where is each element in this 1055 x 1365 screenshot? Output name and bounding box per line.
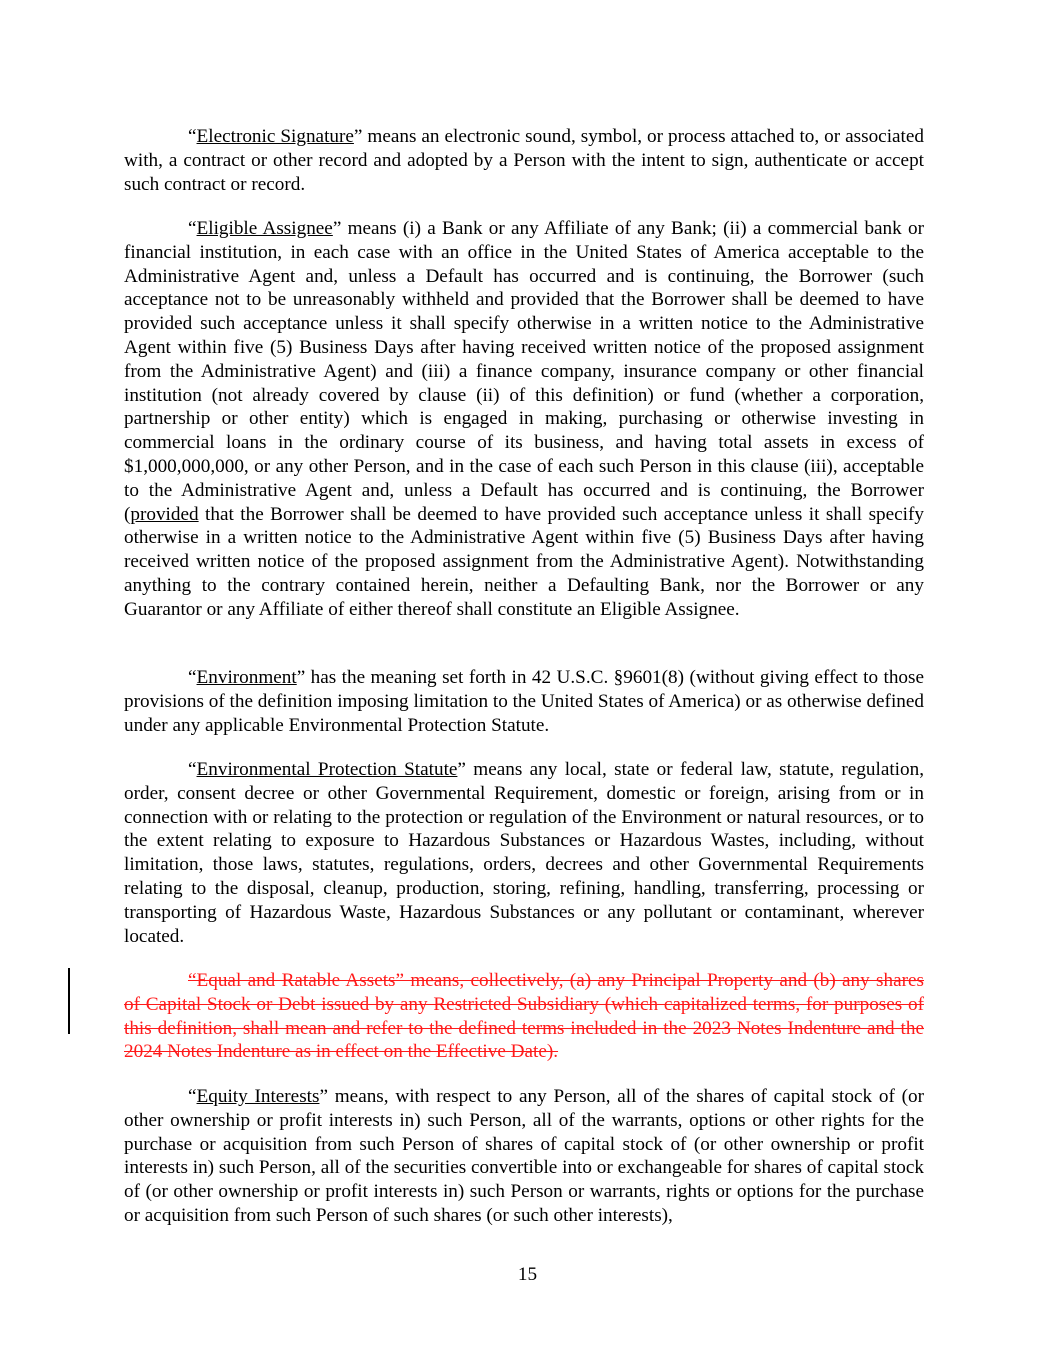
definition-text: ” means an electronic sound, symbol, or process attached to, or associated with, a contract or other record and adopted by a Person with the intent to sign, authenticate or accept such contract or record. [124,126,924,195]
definition-equal-and-ratable-assets-deleted [124,969,924,1064]
definition-equity-interests [124,1085,924,1228]
defined-term: Equity Interests [196,1086,320,1107]
page-number: 15 [517,1264,538,1285]
definition-text-continued: that the Borrower shall be deemed to have provided such acceptance unless it shall specify otherwise in a written notice to the Administrative Agent within five (5) Business Days after having received written notice of the proposed assignment from the Administrative Agent). Notwithstanding anything to the contrary contained herein, neither a Defaulting Bank, nor the Borrower or any Guarantor or any Affiliate of either thereof shall constitute an Eligible Assignee. [124,503,924,620]
open-quote: “ [188,126,197,147]
open-quote: “ [188,759,197,780]
defined-term: Environment [196,667,297,688]
defined-term: Environmental Protection Statute [196,759,458,780]
provided-term: provided [130,503,199,525]
definition-text: ” means (i) a Bank or any Affiliate of any Bank; (ii) a commercial bank or financial institution, in each case with an office in the United States of America acceptable to the Administrative Agent and, unless a Default has occurred and is continuing, the Borrower (such acceptance not to be unreasonably withheld and provided that the Borrower shall be deemed to have provided such acceptance unless it shall specify otherwise in a written notice to the Administrative Agent within five (5) Business Days after having received written notice of the proposed assignment from the Administrative Agent) and (iii) a finance company, insurance company or other financial institution (not already covered by clause (ii) of this definition) or fund (whether a corporation, partnership or other entity) which is engaged in making, purchasing or otherwise investing in commercial loans in the ordinary course of its business, and having total assets in excess of $1,000,000,000, or any other Person, and in the case of each such Person in this clause (iii), acceptable to the Administrative Agent and, unless a Default has occurred and is continuing, the Borrower ( [124,218,924,525]
definition-text: ” means any local, state or federal law, statute, regulation, order, consent decree or other Governmental Requirement, domestic or foreign, arising from or in connection with or relating to the protection or regulation of the Environment or natural resources, or to the extent relating to exposure to Hazardous Substances or Hazardous Wastes, including, without limitation, those laws, statutes, regulations, orders, decrees and other Governmental Requirements relating to the disposal, cleanup, production, storing, refining, handling, transferring, processing or transporting of Hazardous Waste, Hazardous Substances or any pollutant or contaminant, wherever located. [124,759,924,947]
deleted-text: “Equal and Ratable Assets” means, collectively, (a) any Principal Property and (b) any shares of Capital Stock or Debt issued by any Restricted Subsidiary (which capitalized terms, for purposes of this definition, shall mean and refer to the defined terms included in the 2023 Notes Indenture and the 2024 Notes Indenture as in effect on the Effective Date). [124,970,924,1063]
defined-term: Eligible Assignee [196,218,333,239]
definition-text: ” has the meaning set forth in 42 U.S.C. §9601(8) (without giving effect to those provisions of the definition imposing limitation to the United States of America) or as otherwise defined under any applicable Environmental Protection Statute. [124,667,924,736]
open-quote: “ [188,218,197,239]
open-quote: “ [188,667,197,688]
definition-eligible-assignee [124,217,924,622]
open-quote: “ [188,1086,197,1107]
definition-text: ” means, with respect to any Person, all of the shares of capital stock of (or other ownership or profit interests in) such Person, all of the warrants, options or other rights for the purchase or acquisition from such Person of shares of capital stock of (or other ownership or profit interests in) such Person, all of the securities convertible into or exchangeable for shares of capital stock of (or other ownership or profit interests in) such Person or warrants, rights or options for the purchase or acquisition from such Person of such shares (or such other interests), [124,1086,924,1226]
defined-term: Electronic Signature [196,126,354,147]
change-bar [68,968,70,1034]
definition-environment [124,666,924,737]
definition-electronic-signature [124,125,924,196]
definition-environmental-protection-statute [124,758,924,948]
